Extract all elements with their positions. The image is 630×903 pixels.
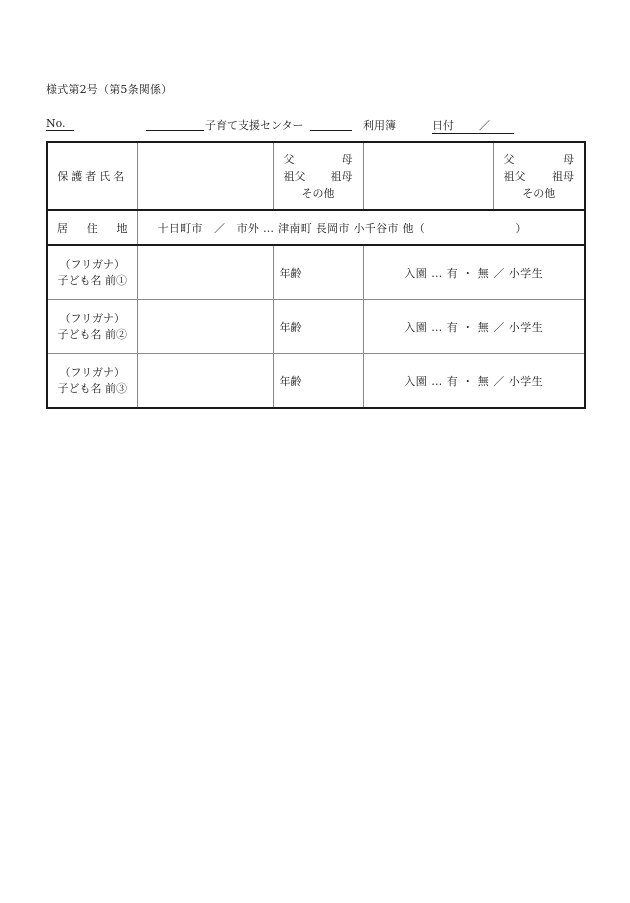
child-label-cell: [47, 354, 137, 409]
child-furigana-label: （フリガナ）: [59, 365, 125, 379]
guardian-label-cell: [47, 142, 137, 210]
child-age-label: 年齢: [279, 374, 302, 388]
child-age-field[interactable]: [273, 300, 363, 354]
child-name-field[interactable]: [137, 354, 273, 409]
child-furigana-label: （フリガナ）: [59, 311, 125, 325]
guardian-row: [47, 142, 585, 210]
relation-father[interactable]: 父: [283, 152, 295, 166]
address-options[interactable]: 十日町市 ／ 市外 … 津南町 長岡市 小千谷市 他（ ）: [157, 221, 527, 235]
child-age-label: 年齢: [279, 266, 302, 280]
child-name-field[interactable]: [137, 245, 273, 300]
relation-other[interactable]: その他: [301, 186, 335, 200]
child-enrollment-options[interactable]: 入園 … 有 ・ 無 ／ 小学生: [363, 354, 585, 409]
address-label-char: 地: [116, 221, 128, 235]
address-label-char: 居: [57, 221, 68, 235]
form-title: 様式第2号（第5条関係）: [46, 83, 173, 96]
ledger-label: 利用簿: [363, 119, 396, 132]
relation-grandfather[interactable]: 祖父: [283, 169, 306, 183]
date-separator: ／: [479, 119, 490, 132]
address-label-cell: [47, 210, 137, 245]
child-row: [47, 300, 585, 354]
child-age-label: 年齢: [279, 320, 302, 334]
guardian-relation-1[interactable]: [273, 142, 363, 210]
address-label-char: 住: [86, 221, 98, 235]
child-label-cell: [47, 300, 137, 354]
child-row: [47, 245, 585, 300]
child-name-label: 子ども名 前③: [57, 381, 127, 395]
guardian-name-1-field[interactable]: [137, 142, 273, 210]
relation-grandmother[interactable]: 祖母: [552, 169, 574, 183]
guardian-relation-2[interactable]: [493, 142, 585, 210]
child-name-field[interactable]: [137, 300, 273, 354]
relation-grandmother[interactable]: 祖母: [330, 169, 353, 183]
relation-father[interactable]: 父: [503, 152, 515, 166]
child-enrollment-options[interactable]: 入園 … 有 ・ 無 ／ 小学生: [363, 245, 585, 300]
center-label: 子育て支援センター: [205, 119, 304, 132]
child-enrollment-options[interactable]: 入園 … 有 ・ 無 ／ 小学生: [363, 300, 585, 354]
child-label-cell: [47, 245, 137, 300]
no-label: No.: [46, 117, 74, 131]
relation-grandfather[interactable]: 祖父: [503, 169, 526, 183]
child-name-label: 子ども名 前②: [57, 327, 127, 341]
address-options-cell[interactable]: [137, 210, 585, 245]
ledger-header: [46, 117, 586, 133]
child-name-label: 子ども名 前①: [57, 273, 127, 287]
registration-table: [46, 141, 586, 409]
child-furigana-label: （フリガナ）: [59, 257, 125, 271]
relation-mother[interactable]: 母: [341, 152, 353, 166]
guardian-label: 保護者氏名: [57, 170, 128, 183]
address-row: [47, 210, 585, 245]
guardian-name-2-field[interactable]: [363, 142, 493, 210]
date-label: 日付: [432, 117, 514, 134]
child-row: [47, 354, 585, 409]
relation-other[interactable]: その他: [522, 186, 556, 200]
relation-mother[interactable]: 母: [563, 152, 574, 166]
child-age-field[interactable]: [273, 245, 363, 300]
child-age-field[interactable]: [273, 354, 363, 409]
